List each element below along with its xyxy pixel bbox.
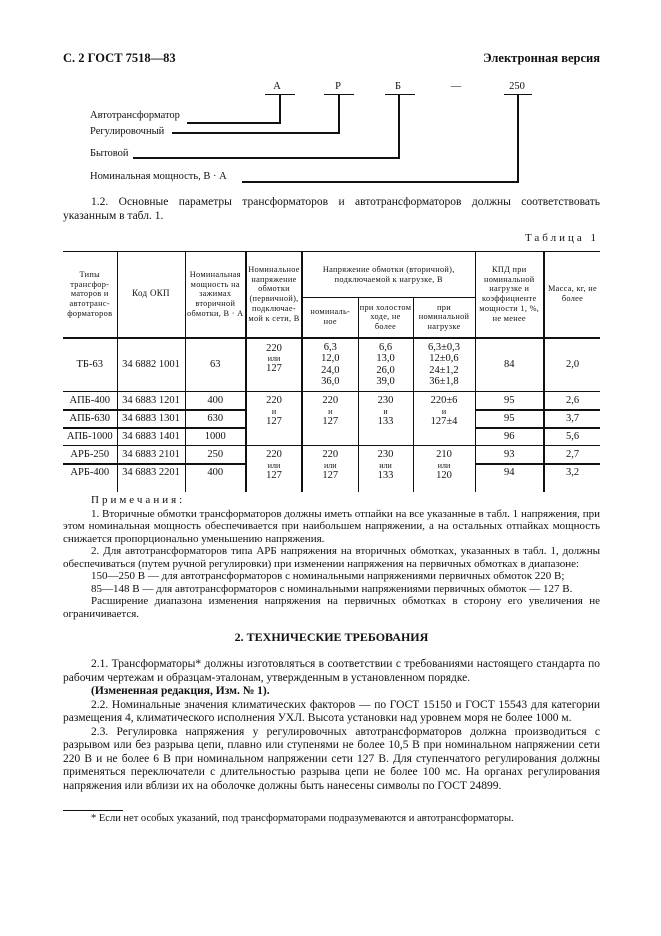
footnote: * Если нет особых указаний, под трансформаторами подразумеваются и автотрансформаторы. bbox=[91, 813, 514, 824]
cell-efficiency: 96 bbox=[475, 428, 544, 446]
label-regulating: Регулировочный bbox=[90, 126, 165, 137]
cell-efficiency: 84 bbox=[475, 338, 544, 392]
code-stem bbox=[398, 94, 400, 157]
value: 220 bbox=[266, 395, 282, 406]
header-primary-voltage: Номинальное напряжение обмотки (первичной), подключае-мой к сети, В bbox=[246, 252, 302, 338]
value: или bbox=[323, 460, 337, 470]
header-secondary-idle: при холостом ходе, не более bbox=[358, 298, 413, 338]
notes-block bbox=[63, 494, 600, 620]
code-stem bbox=[338, 94, 340, 133]
leader-line bbox=[242, 181, 519, 183]
note-2: 2. Для автотрансформаторов типа АРБ напряжения на вторичных обмотках, указанных в табл. 1, должны обеспечиваться (путем ручной регулировки) при изменении напряжения на первичных обмотках в диапазоне: bbox=[63, 545, 600, 570]
label-household: Бытовой bbox=[90, 148, 129, 159]
value: 220 bbox=[266, 449, 282, 460]
cell-secondary-load bbox=[413, 338, 475, 392]
value: или bbox=[267, 354, 281, 363]
notes-title: Примечания: bbox=[91, 494, 186, 506]
cell-secondary-nominal bbox=[302, 338, 358, 392]
cell-type: АРБ-400 bbox=[63, 464, 117, 492]
cell-efficiency: 93 bbox=[475, 446, 544, 464]
cell-okp: 34 6883 2201 bbox=[117, 464, 185, 492]
cell-primary bbox=[246, 338, 302, 392]
code-stem bbox=[517, 94, 519, 181]
value: или bbox=[437, 460, 451, 470]
parameters-table bbox=[63, 251, 600, 492]
cell-primary bbox=[246, 446, 302, 492]
cell-efficiency: 94 bbox=[475, 464, 544, 492]
cell-okp: 34 6882 1001 bbox=[117, 338, 185, 392]
value: 127 bbox=[266, 415, 282, 427]
cell-secondary-load bbox=[413, 392, 475, 446]
value: 230 bbox=[377, 449, 394, 460]
cell-secondary-nominal bbox=[302, 446, 358, 492]
value: или bbox=[267, 460, 281, 470]
cell-power: 400 bbox=[185, 464, 246, 492]
paragraph-2-3: 2.3. Регулировка напряжения у регулировочных автотрансформаторов должна производиться с разрывом или без разрыва цепи, плавно или ступенями не более 10,5 В при номинальном напряжении сети 220 В и не более 6 В при номинальном напряжении сети 127 В. Для ступенчатого регулирования должны применяться переключатели с длительностью разрыва цепи не более 100 мс. На органах регулирования напряжения или вблизи их на оболочке должны быть нанесены символы по ГОСТ 24899. bbox=[63, 725, 600, 792]
cell-type: АРБ-250 bbox=[63, 446, 117, 464]
label-nominal-power: Номинальная мощность, В · А bbox=[90, 171, 227, 182]
value: 6,6 bbox=[378, 341, 393, 353]
value: 230 bbox=[377, 395, 394, 406]
header-secondary-group: Напряжение обмотки (вторичной), подключаемой к нагрузке, В bbox=[302, 252, 475, 298]
value: 133 bbox=[377, 415, 394, 427]
note-1: 1. Вторичные обмотки трансформаторов должны иметь отпайки на все указанные в табл. 1 напряжения, при этом номинальная мощность обеспечивается при наибольшем напряжении, а на остальных отпайках мощность снижается пропорционально уменьшению напряжения. bbox=[63, 507, 600, 545]
value: и bbox=[271, 406, 277, 416]
leader-line bbox=[172, 132, 340, 134]
value: 133 bbox=[377, 469, 394, 481]
cell-secondary-nominal bbox=[302, 392, 358, 446]
cell-power: 630 bbox=[185, 410, 246, 428]
header-efficiency: КПД при номинальной нагрузке и коэффициенте мощности 1, %, не менее bbox=[475, 252, 544, 338]
value: 127 bbox=[266, 469, 282, 481]
value: 39,0 bbox=[376, 376, 395, 388]
value: и bbox=[383, 406, 388, 416]
cell-type: АПБ-630 bbox=[63, 410, 117, 428]
value: 220 bbox=[322, 395, 339, 406]
cell-efficiency: 95 bbox=[475, 392, 544, 410]
value: 220±6 bbox=[430, 395, 458, 406]
cell-type: ТБ-63 bbox=[63, 338, 117, 392]
footnote-rule bbox=[63, 810, 123, 811]
code-stem bbox=[279, 94, 281, 124]
cell-power: 63 bbox=[185, 338, 246, 392]
note-2-range-220: 150—250 В — для автотрансформаторов с номинальными напряжениями первичных обмоток 220 В; bbox=[91, 570, 565, 582]
value: 6,3±0,3 bbox=[427, 341, 460, 353]
code-bar bbox=[385, 94, 415, 95]
value: и bbox=[441, 406, 447, 416]
cell-mass: 3,7 bbox=[544, 410, 600, 428]
page-header-version: Электронная версия bbox=[483, 51, 600, 65]
table-row bbox=[63, 446, 600, 464]
code-letter-r: Р bbox=[335, 81, 341, 92]
cell-mass: 2,0 bbox=[544, 338, 600, 392]
value: 12,0 bbox=[321, 353, 340, 365]
value: 127 bbox=[266, 363, 282, 374]
value: 210 bbox=[436, 449, 452, 460]
value: 127±4 bbox=[430, 415, 458, 427]
table-row bbox=[63, 338, 600, 392]
cell-mass: 2,7 bbox=[544, 446, 600, 464]
cell-okp: 34 6883 1301 bbox=[117, 410, 185, 428]
cell-okp: 34 6883 1201 bbox=[117, 392, 185, 410]
value: 120 bbox=[436, 469, 452, 481]
value: 6,3 bbox=[323, 341, 337, 353]
header-okp: Код ОКП bbox=[117, 252, 185, 338]
cell-efficiency: 95 bbox=[475, 410, 544, 428]
value: 220 bbox=[266, 342, 282, 354]
code-dash: — bbox=[450, 81, 462, 92]
value: 220 bbox=[322, 449, 339, 460]
cell-power: 250 bbox=[185, 446, 246, 464]
cell-type: АПБ-1000 bbox=[63, 428, 117, 446]
value: и bbox=[328, 406, 333, 416]
cell-power: 1000 bbox=[185, 428, 246, 446]
value: 24±1,2 bbox=[429, 364, 459, 376]
table-caption: Таблица 1 bbox=[524, 232, 599, 244]
cell-okp: 34 6883 2101 bbox=[117, 446, 185, 464]
cell-mass: 5,6 bbox=[544, 428, 600, 446]
cell-okp: 34 6883 1401 bbox=[117, 428, 185, 446]
cell-power: 400 bbox=[185, 392, 246, 410]
leader-line bbox=[187, 122, 281, 124]
value: 24,0 bbox=[321, 364, 340, 376]
value: 26,0 bbox=[376, 364, 395, 376]
paragraph-2-2: 2.2. Номинальные значения климатических факторов — по ГОСТ 15150 и ГОСТ 15543 для категории размещения 4, климатического исполнения УХЛ. Высота установки над уровнем моря не более 1000 м. bbox=[63, 698, 600, 724]
header-mass: Масса, кг, не более bbox=[544, 252, 600, 338]
value: 127 bbox=[322, 469, 339, 481]
value: 12±0,6 bbox=[429, 353, 459, 365]
cell-mass: 2,6 bbox=[544, 392, 600, 410]
table-row bbox=[63, 392, 600, 410]
header-type: Типы трансфор-маторов и автотранс-форматоров bbox=[63, 252, 117, 338]
value: 36±1,8 bbox=[429, 376, 459, 388]
value: 36,0 bbox=[321, 376, 340, 388]
paragraph-2-1: 2.1. Трансформаторы* должны изготовляться в соответствии с требованиями настоящего стандарта по рабочим чертежам и образцам-эталонам, утвержденным в установленном порядке. bbox=[63, 658, 600, 684]
cell-secondary-idle bbox=[358, 338, 413, 392]
header-power: Номинальная мощность на зажимах вторичной обмотки, В · А bbox=[185, 252, 246, 338]
code-letter-a: А bbox=[273, 81, 281, 92]
page-header-standard: С. 2 ГОСТ 7518—83 bbox=[63, 51, 176, 65]
value: или bbox=[379, 460, 392, 470]
label-autotransformer: Автотрансформатор bbox=[90, 110, 180, 121]
cell-type: АПБ-400 bbox=[63, 392, 117, 410]
header-secondary-load: при номинальной нагрузке bbox=[413, 298, 475, 338]
code-power: 250 bbox=[509, 81, 525, 92]
cell-mass: 3,2 bbox=[544, 464, 600, 492]
cell-secondary-idle bbox=[358, 392, 413, 446]
leader-line bbox=[133, 157, 400, 159]
header-secondary-nominal: номиналь-ное bbox=[302, 298, 358, 338]
paragraph-1-2: 1.2. Основные параметры трансформаторов и автотрансформаторов должны соответствовать указанным в табл. 1. bbox=[63, 196, 600, 222]
value: 127 bbox=[322, 415, 339, 427]
code-letter-b: Б bbox=[394, 81, 402, 92]
value: 13,0 bbox=[376, 353, 395, 365]
amendment-note: (Измененная редакция, Изм. № 1). bbox=[91, 685, 270, 697]
section-2-body bbox=[63, 658, 600, 793]
section-title: 2. ТЕХНИЧЕСКИЕ ТРЕБОВАНИЯ bbox=[234, 630, 429, 644]
note-2-extension: Расширение диапазона изменения напряжения на первичных обмотках в сторону его увеличения не ограничивается. bbox=[63, 595, 600, 620]
cell-secondary-load bbox=[413, 446, 475, 492]
cell-secondary-idle bbox=[358, 446, 413, 492]
cell-primary bbox=[246, 392, 302, 446]
note-2-range-127: 85—148 В — для автотрансформаторов с номинальными напряжениями первичных обмоток — 127 В. bbox=[91, 582, 573, 595]
